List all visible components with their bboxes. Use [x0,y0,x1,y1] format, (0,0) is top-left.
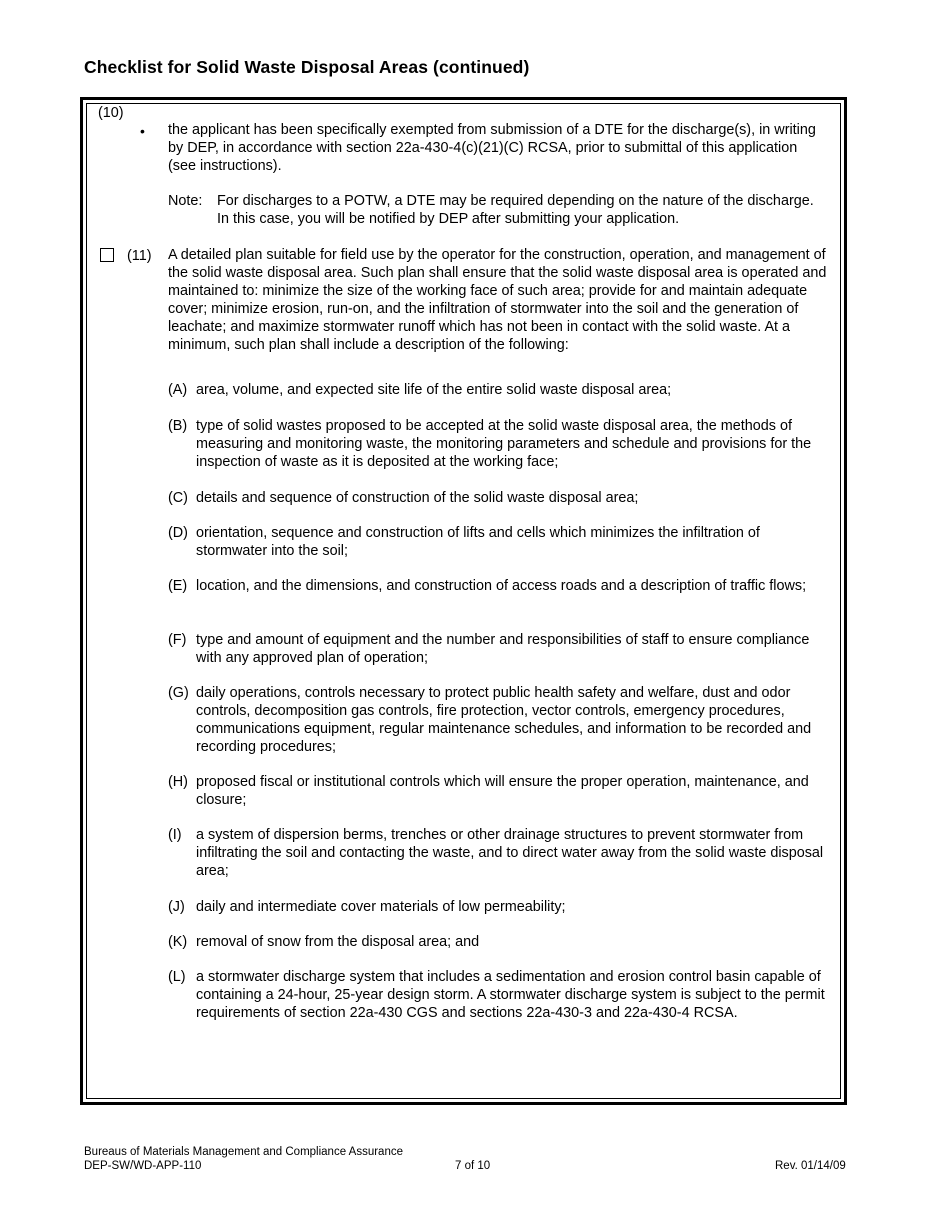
subitem-text-k: removal of snow from the disposal area; and [196,934,480,950]
subitem-text-e: location, and the dimensions, and construction of access roads and a description of traffic flows; [196,578,807,594]
subitem-text-b: type of solid wastes proposed to be accepted at the solid waste disposal area, the methods of measuring and monitoring waste, the monitoring parameters and schedule and provisions for the inspection of waste as it is deposited at the working face; [196,418,812,470]
footer-bureau: Bureaus of Materials Management and Compliance Assurance [84,1146,403,1158]
subitem-letter-d: (D) [168,525,188,541]
item-10-note-label: Note: [168,193,203,209]
subitem-text-i: a system of dispersion berms, trenches or other drainage structures to prevent stormwater from infiltrating the soil and contacting the waste, and to direct water away from the solid waste disposal area; [196,827,824,879]
footer-revision: Rev. 01/14/09 [775,1160,846,1172]
subitem-letter-l: (L) [168,969,186,985]
subitem-text-f: type and amount of equipment and the number and responsibilities of staff to ensure compliance with any approved plan of operation; [196,632,810,666]
subitem-letter-f: (F) [168,632,187,648]
item-10-note-text: For discharges to a POTW, a DTE may be required depending on the nature of the discharge. In this case, you will be notified by DEP after submitting your application. [217,193,814,227]
page-title: Checklist for Solid Waste Disposal Areas (continued) [84,57,530,77]
footer-form-id: DEP-SW/WD-APP-110 [84,1160,202,1172]
subitem-letter-h: (H) [168,774,188,790]
subitem-text-l: a stormwater discharge system that includes a sedimentation and erosion control basin capable of containing a 24-hour, 25-year design storm. A stormwater discharge system is subject to the permit requirements of section 22a-430 CGS and sections 22a-430-3 and 22a-430-4 RCSA. [196,969,825,1021]
subitem-letter-a: (A) [168,382,188,398]
subitem-letter-j: (J) [168,899,185,915]
subitem-text-g: daily operations, controls necessary to protect public health safety and welfare, dust and odor controls, decomposition gas controls, fire protection, vector controls, emergency procedures, communications equipment, regular maintenance schedules, and information to be recorded and recording procedures; [196,685,812,755]
footer-page-number: 7 of 10 [455,1160,491,1172]
subitem-text-d: orientation, sequence and construction of lifts and cells which minimizes the infiltration of stormwater into the soil; [196,525,760,559]
item-11-number: (11) [127,248,152,264]
subitem-letter-e: (E) [168,578,188,594]
subitem-letter-b: (B) [168,418,188,434]
item-10-bullet-text: the applicant has been specifically exempted from submission of a DTE for the discharge(s), in writing by DEP, in accordance with section 22a-430-4(c)(21)(C) RCSA, prior to submittal of this application (see instructions). [168,122,816,174]
subitem-text-a: area, volume, and expected site life of the entire solid waste disposal area; [196,382,672,398]
item-10-number: (10) [98,105,124,121]
item-11-checkbox[interactable] [100,248,114,262]
subitem-text-h: proposed fiscal or institutional controls which will ensure the proper operation, maintenance, and closure; [196,774,809,808]
subitem-letter-c: (C) [168,490,188,506]
subitem-text-j: daily and intermediate cover materials of low permeability; [196,899,566,915]
subitem-text-c: details and sequence of construction of the solid waste disposal area; [196,490,639,506]
bullet-icon: • [140,123,145,139]
subitem-letter-g: (G) [168,685,189,701]
item-11-intro: A detailed plan suitable for field use by the operator for the construction, operation, and management of the solid waste disposal area. Such plan shall ensure that the solid waste disposal area is operated and maintained to: minimize the size of the working face of such area; provide for and maintain adequate cover; minimize erosion, run-on, and the infiltration of stormwater into the soil and the generation of leachate; and maximize stormwater runoff which has not been in contact with the solid waste. At a minimum, such plan shall include a description of the following: [168,247,827,353]
subitem-letter-k: (K) [168,934,188,950]
subitem-letter-i: (I) [168,827,182,843]
